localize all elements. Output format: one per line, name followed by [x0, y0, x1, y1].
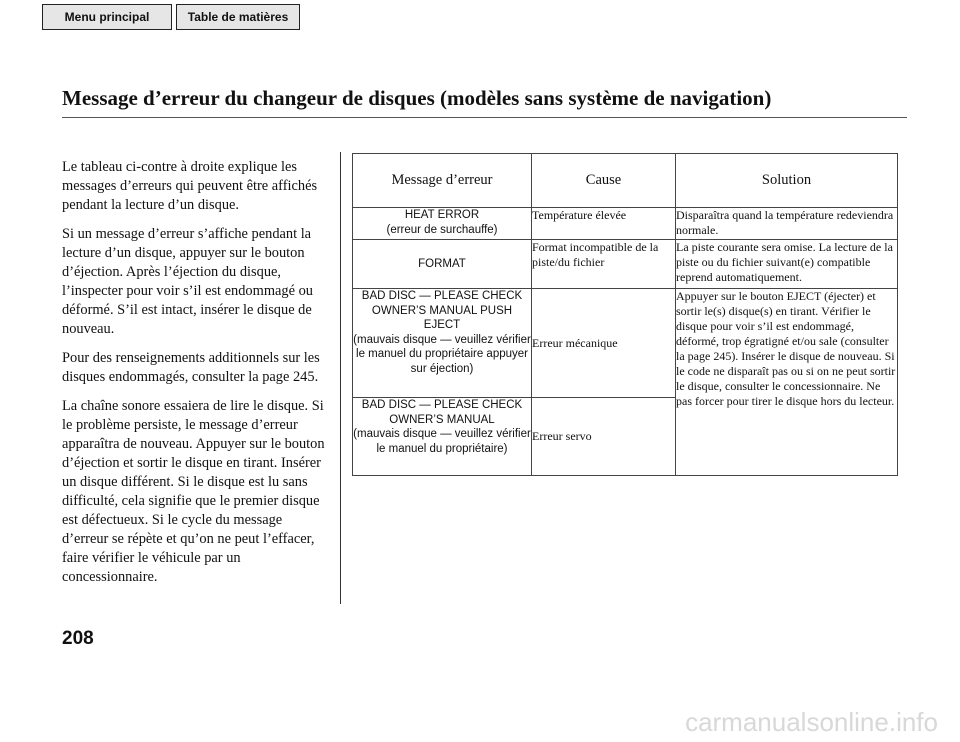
page-title: Message d’erreur du changeur de disques (modèles sans système de navigation) — [62, 86, 772, 110]
intro-paragraph: Si un message d’erreur s’affiche pendant la lecture d’un disque, appuyer sur le bouton d’éjection. Après l’éjection du disque, l’inspecter pour voir s’il est endommagé ou déformé. S’il est intact, insérer le disque de nouveau. — [62, 226, 313, 337]
error-message-text: HEAT ERROR (erreur de surchauffe) — [386, 209, 498, 236]
table-row — [353, 208, 898, 240]
watermark: carmanualsonline.info — [685, 707, 938, 737]
cause-cell: Format incompatible de la piste/du fichier — [532, 240, 676, 289]
error-message-cell — [353, 398, 532, 476]
cause-cell: Température élevée — [532, 208, 676, 240]
column-divider — [340, 152, 341, 604]
title-divider — [62, 117, 907, 118]
solution-cell: Appuyer sur le bouton EJECT (éjecter) et sortir le(s) disque(s) en tirant. Vérifier le disque pour voir s’il est endommagé, déformé, trop égratigné et/ou sale (consulter la page 245). Insérer le disque de nouveau. Si le code ne disparaît pas ou si on ne peut sortir le disque, consulter le concessionnaire. Ne pas forcer pour tirer le disque hors du lecteur. — [676, 289, 898, 476]
intro-text — [62, 158, 330, 597]
intro-paragraph: La chaîne sonore essaiera de lire le disque. Si le problème persiste, le message d’erreur apparaîtra de nouveau. Appuyer sur le bouton d’éjection et sortir le disque en tirant. Insérer un disque différent. Si le disque est lu sans difficulté, cela signifie que le premier disque est défectueux. Si le cycle du message d’erreur se répète et qu’on ne peut l’effacer, faire vérifier le véhicule par un concessionnaire. — [62, 398, 325, 585]
error-message-table — [352, 153, 898, 476]
error-message-text: BAD DISC — PLEASE CHECK OWNER’S MANUAL (mauvais disque — veuillez vérifier le manuel du propriétaire) — [353, 399, 531, 455]
solution-cell: La piste courante sera omise. La lecture de la piste ou du fichier suivant(e) compatible reprend automatiquement. — [676, 240, 898, 289]
intro-paragraph: Le tableau ci-contre à droite explique les messages d’erreurs qui peuvent être affichés pendant la lecture d’un disque. — [62, 159, 318, 213]
table-of-contents-button[interactable]: Table de matières — [176, 4, 300, 30]
cause-cell: Erreur mécanique — [532, 289, 676, 398]
header-message: Message d’erreur — [353, 154, 532, 208]
header-solution: Solution — [676, 154, 898, 208]
error-message-text: BAD DISC — PLEASE CHECK OWNER’S MANUAL PUSH EJECT (mauvais disque — veuillez vérifier le manuel du propriétaire appuyer sur éjection) — [353, 290, 531, 375]
table-header-row — [353, 154, 898, 208]
error-message-cell — [353, 240, 532, 289]
error-message-text: FORMAT — [418, 257, 466, 270]
error-message-cell — [353, 289, 532, 398]
header-cause: Cause — [532, 154, 676, 208]
error-message-cell — [353, 208, 532, 240]
intro-paragraph: Pour des renseignements additionnels sur les disques endommagés, consulter la page 245. — [62, 350, 320, 385]
table-row — [353, 289, 898, 398]
solution-cell: Disparaîtra quand la température redeviendra normale. — [676, 208, 898, 240]
page-number: 208 — [62, 628, 94, 649]
table-row — [353, 240, 898, 289]
main-menu-button[interactable]: Menu principal — [42, 4, 172, 30]
cause-cell: Erreur servo — [532, 398, 676, 476]
